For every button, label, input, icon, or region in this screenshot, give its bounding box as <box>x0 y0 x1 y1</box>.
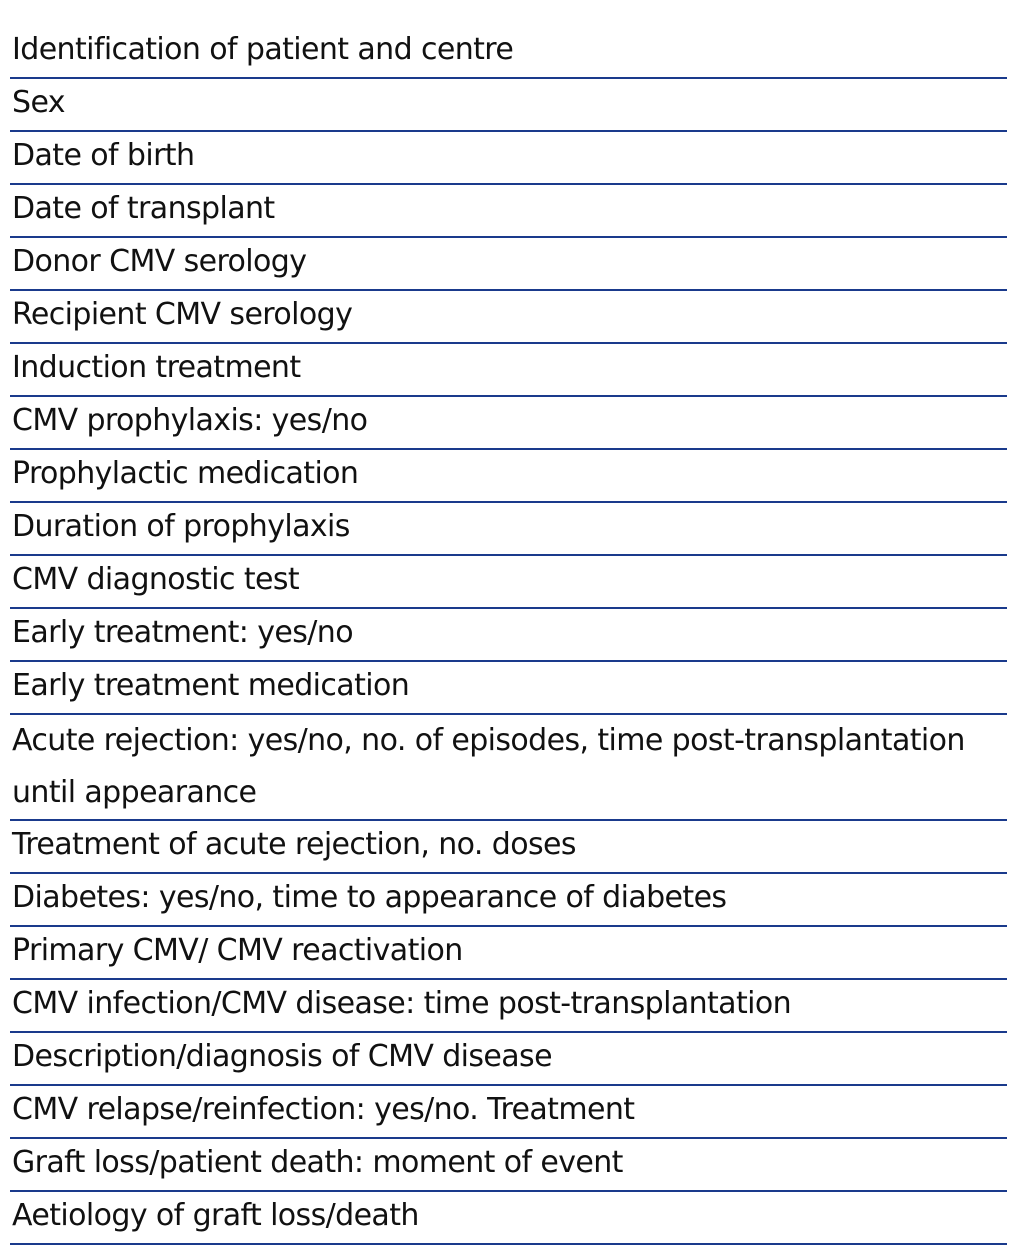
table-row: Treatment of acute rejection, no. doses <box>10 821 1007 874</box>
variables-table <box>10 26 1007 1245</box>
table-row: Duration of prophylaxis <box>10 503 1007 556</box>
table-row: Induction treatment <box>10 344 1007 397</box>
table-row: Prophylactic medication <box>10 450 1007 503</box>
table-row: Date of transplant <box>10 185 1007 238</box>
table-row: Diabetes: yes/no, time to appearance of diabetes <box>10 874 1007 927</box>
table-row: Recipient CMV serology <box>10 291 1007 344</box>
table-row: CMV infection/CMV disease: time post-transplantation <box>10 980 1007 1033</box>
table-row: Early treatment medication <box>10 662 1007 715</box>
table-row: Identification of patient and centre <box>10 26 1007 79</box>
table-row: CMV prophylaxis: yes/no <box>10 397 1007 450</box>
table-row: Acute rejection: yes/no, no. of episodes, time post-transplantation until appearance <box>10 715 1007 821</box>
table-row: Aetiology of graft loss/death <box>10 1192 1007 1245</box>
table-row: Donor CMV serology <box>10 238 1007 291</box>
table-row: Description/diagnosis of CMV disease <box>10 1033 1007 1086</box>
table-row: CMV relapse/reinfection: yes/no. Treatment <box>10 1086 1007 1139</box>
table-row: Sex <box>10 79 1007 132</box>
table-row: Primary CMV/ CMV reactivation <box>10 927 1007 980</box>
table-row: CMV diagnostic test <box>10 556 1007 609</box>
table-row: Date of birth <box>10 132 1007 185</box>
table-row: Graft loss/patient death: moment of event <box>10 1139 1007 1192</box>
table-row: Early treatment: yes/no <box>10 609 1007 662</box>
